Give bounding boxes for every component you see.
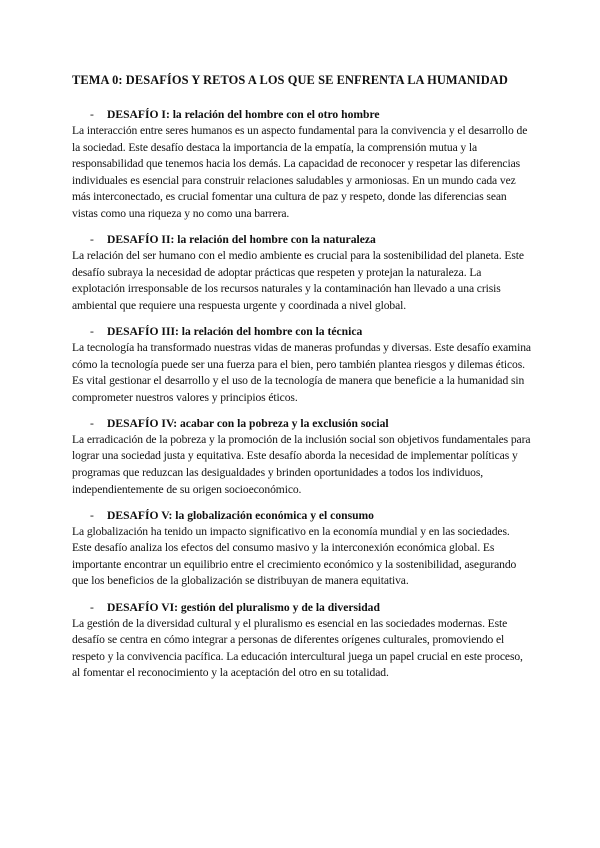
section-desafio-4 bbox=[72, 416, 532, 498]
section-desafio-6 bbox=[72, 600, 532, 682]
section-heading bbox=[72, 324, 532, 340]
section-heading-text: DESAFÍO II: la relación del hombre con la naturaleza bbox=[107, 233, 376, 247]
document-page bbox=[72, 72, 532, 691]
bullet-dash: - bbox=[90, 600, 94, 614]
document-title: TEMA 0: DESAFÍOS Y RETOS A LOS QUE SE ENFRENTA LA HUMANIDAD bbox=[72, 73, 508, 87]
section-heading bbox=[72, 232, 532, 248]
section-heading bbox=[72, 600, 532, 616]
section-desafio-5 bbox=[72, 508, 532, 590]
section-heading-text: DESAFÍO III: la relación del hombre con la técnica bbox=[107, 324, 363, 338]
section-heading bbox=[72, 107, 532, 123]
section-body: La relación del ser humano con el medio ambiente es crucial para la sostenibilidad del planeta. Este desafío subraya la necesidad de adoptar prácticas que respeten y protejan la naturaleza. La explotación irresponsable de los recursos naturales y la contaminación han llevado a una crisis ambiental que requiere una respuesta urgente y coordinada a nivel global. bbox=[72, 249, 524, 312]
section-heading-text: DESAFÍO I: la relación del hombre con el otro hombre bbox=[107, 108, 380, 121]
section-desafio-3 bbox=[72, 324, 532, 406]
section-heading bbox=[72, 416, 532, 432]
section-body: La tecnología ha transformado nuestras vidas de maneras profundas y diversas. Este desafío examina cómo la tecnología puede ser una fuerza para el bien, pero también plantea riesgos y dilemas éticos. Es vital gestionar el desarrollo y el uso de la tecnología de manera que beneficie a la humanidad sin comprometer nuestros valores y principios éticos. bbox=[72, 340, 531, 404]
section-heading-text: DESAFÍO V: la globalización económica y el consumo bbox=[107, 508, 374, 522]
section-heading-text: DESAFÍO IV: acabar con la pobreza y la exclusión social bbox=[107, 416, 389, 430]
section-body: La erradicación de la pobreza y la promoción de la inclusión social son objetivos fundamentales para lograr una sociedad justa y equitativa. Este desafío aborda la necesidad de implementar políticas y programas que reduzcan las desigualdades y brinden oportunidades a todos los individuos, independientemente de su origen socioeconómico. bbox=[72, 432, 531, 496]
section-body: La interacción entre seres humanos es un aspecto fundamental para la convivencia y el desarrollo de la sociedad. Este desafío destaca la importancia de la empatía, la comprensión mutua y la responsabilidad que tenemos hacia los demás. La capacidad de reconocer y respetar las diferencias individuales es esencial para construir relaciones saludables y armoniosas. En un mundo cada vez más interconectado, es crucial fomentar una cultura de paz y respeto, donde las diferencias sean vistas como una riqueza y no como una barrera. bbox=[72, 124, 528, 220]
section-desafio-2 bbox=[72, 232, 532, 314]
bullet-dash: - bbox=[90, 416, 94, 430]
section-heading bbox=[72, 508, 532, 524]
bullet-dash: - bbox=[90, 233, 94, 247]
section-body: La gestión de la diversidad cultural y el pluralismo es esencial en las sociedades modernas. Este desafío se centra en cómo integrar a personas de diferentes orígenes culturales, promoviendo el respeto y la convivencia pacífica. La educación intercultural juega un papel crucial en este proceso, al fomentar el reconocimiento y la aceptación del otro en su totalidad. bbox=[72, 616, 523, 680]
section-heading-text: DESAFÍO VI: gestión del pluralismo y de la diversidad bbox=[107, 600, 380, 614]
section-body: La globalización ha tenido un impacto significativo en la economía mundial y en las sociedades. Este desafío analiza los efectos del consumo masivo y la interconexión económica global. Es importante encontrar un equilibrio entre el crecimiento económico y la sostenibilidad, asegurando que los beneficios de la globalización se distribuyan de manera equitativa. bbox=[72, 524, 517, 588]
bullet-dash: - bbox=[90, 324, 94, 338]
section-desafio-1 bbox=[72, 107, 532, 223]
bullet-dash: - bbox=[90, 108, 94, 121]
bullet-dash: - bbox=[90, 508, 94, 522]
